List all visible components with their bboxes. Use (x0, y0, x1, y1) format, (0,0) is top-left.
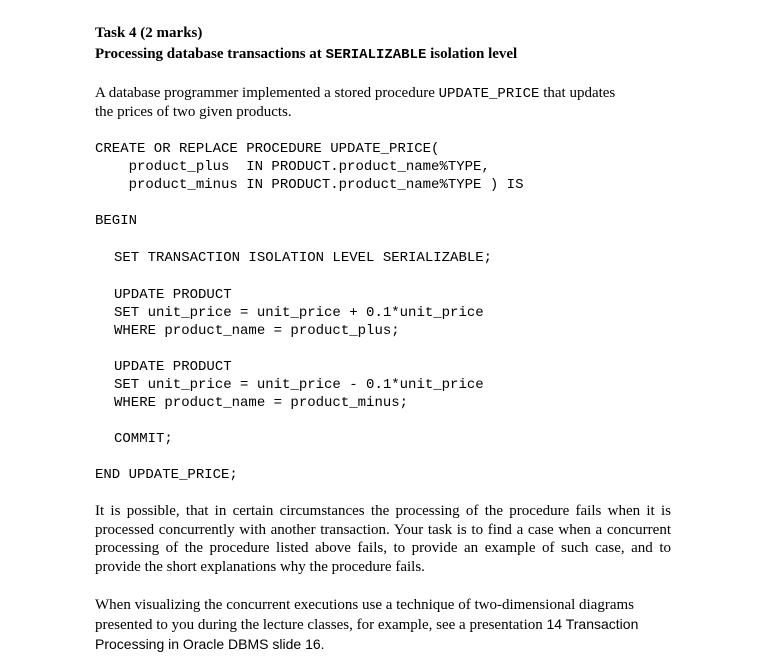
code-line: COMMIT; (114, 431, 173, 447)
code-line: WHERE product_name = product_plus; (114, 323, 400, 339)
code-line: SET TRANSACTION ISOLATION LEVEL SERIALIZABLE; (114, 250, 493, 266)
visualization-paragraph (95, 596, 685, 655)
code-line: BEGIN (95, 213, 138, 229)
task-subtitle (95, 45, 517, 64)
visualization-text: When visualizing the concurrent executions use a technique of two-dimensional diagrams presented to you during the lecture classes, for example, see a presentation (95, 597, 634, 633)
intro-line-1-prefix: A database programmer implemented a stored procedure (95, 85, 439, 101)
code-line: SET unit_price = unit_price + 0.1*unit_price (114, 305, 484, 321)
code-line: product_plus IN PRODUCT.product_name%TYPE, (95, 159, 490, 175)
code-line: END UPDATE_PRICE; (95, 467, 238, 483)
code-line: SET unit_price = unit_price - 0.1*unit_price (114, 377, 484, 393)
code-line: UPDATE PRODUCT (114, 287, 232, 303)
task-heading: Task 4 (2 marks) (95, 25, 203, 41)
task-subtitle-prefix: Processing database transactions at (95, 46, 326, 62)
code-line: CREATE OR REPLACE PROCEDURE UPDATE_PRICE( (95, 141, 440, 157)
code-line: UPDATE PRODUCT (114, 359, 232, 375)
intro-line-1 (95, 84, 615, 103)
task-subtitle-keyword: SERIALIZABLE (325, 47, 427, 63)
intro-line-1-suffix: that updates (539, 85, 616, 101)
code-line: WHERE product_name = product_minus; (114, 395, 409, 411)
code-line: product_minus IN PRODUCT.product_name%TYPE ) IS (95, 177, 524, 193)
intro-line-2: the prices of two given products. (95, 104, 292, 120)
explanation-paragraph: It is possible, that in certain circumstances the processing of the procedure fails when it is processed concurrently with another transaction. Your task is to find a case when a concurrent processing of the procedure listed above fails, to provide an example of such case, and to provide the short explanations why the procedure fails. (95, 503, 671, 575)
intro-procedure-name: UPDATE_PRICE (438, 86, 540, 102)
presentation-reference: 14 Transaction Processing in Oracle DBMS slide 16. (95, 616, 639, 652)
task-subtitle-suffix: isolation level (426, 46, 518, 62)
